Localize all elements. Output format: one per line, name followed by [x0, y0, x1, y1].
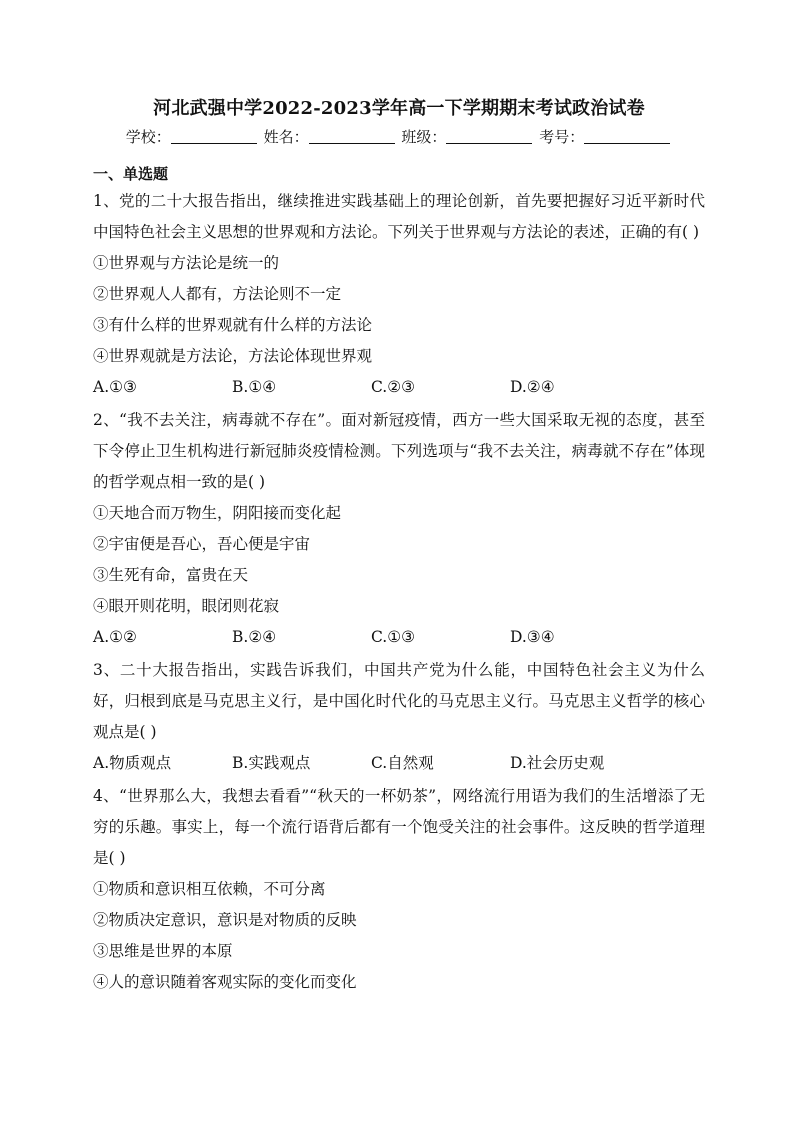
choice-d: D.社会历史观	[510, 754, 605, 772]
class-label: 班级：	[401, 128, 447, 146]
statement-item: ④世界观就是方法论，方法论体现世界观	[93, 347, 373, 365]
question-2	[93, 405, 705, 653]
choice-c: C.②③	[371, 378, 416, 396]
question-4	[93, 781, 705, 998]
question-stem: 4、“世界那么大，我想去看看”“秋天的一杯奶茶”，网络流行用语为我们的生活增添了无穷的乐趣。事实上，每一个流行语背后都有一个饱受关注的社会事件。这反映的哲学道理是( )	[93, 787, 705, 867]
statement-item: ④眼开则花明，眼闭则花寂	[93, 597, 280, 615]
statement-item: ②物质决定意识，意识是对物质的反映	[93, 911, 357, 929]
answer-choices	[93, 622, 705, 653]
answer-choices	[93, 748, 705, 779]
question-stem: 1、党的二十大报告指出，继续推进实践基础上的理论创新，首先要把握好习近平新时代中国特色社会主义思想的世界观和方法论。下列关于世界观与方法论的表述，正确的有( )	[93, 192, 705, 241]
exam-page	[93, 98, 705, 998]
statement-item: ④人的意识随着客观实际的变化而变化	[93, 973, 357, 991]
question-3	[93, 655, 705, 779]
name-field	[264, 126, 397, 148]
question-stem: 2、“我不去关注，病毒就不存在”。面对新冠疫情，西方一些大国采取无视的态度，甚至下令停止卫生机构进行新冠肺炎疫情检测。下列选项与“我不去关注，病毒就不存在”体现的哲学观点相一致的是( )	[93, 411, 705, 491]
choice-d: D.③④	[510, 628, 555, 646]
choice-c: C.①③	[371, 628, 416, 646]
exam-number-blank	[584, 128, 670, 144]
choice-b: B.②④	[232, 628, 277, 646]
name-blank	[309, 128, 395, 144]
class-blank	[446, 128, 532, 144]
choice-b: B.①④	[232, 378, 277, 396]
exam-number-field	[539, 126, 672, 148]
choice-c: C.自然观	[371, 754, 434, 772]
statement-item: ①世界观与方法论是统一的	[93, 254, 280, 272]
statement-item: ②宇宙便是吾心，吾心便是宇宙	[93, 535, 311, 553]
exam-title: 河北武强中学2022-2023学年高一下学期期末考试政治试卷	[153, 98, 645, 119]
statement-item: ③生死有命，富贵在天	[93, 566, 249, 584]
answer-choices	[93, 372, 705, 403]
exam-number-label: 考号：	[539, 128, 585, 146]
statement-item: ③有什么样的世界观就有什么样的方法论	[93, 316, 373, 334]
question-1	[93, 186, 705, 403]
choice-b: B.实践观点	[232, 754, 311, 772]
statement-item: ③思维是世界的本原	[93, 942, 233, 960]
statement-item: ②世界观人人都有，方法论则不一定	[93, 285, 342, 303]
class-field	[401, 126, 534, 148]
choice-a: A.①③	[93, 378, 137, 396]
school-blank	[171, 128, 257, 144]
statement-item: ①天地合而万物生，阴阳接而变化起	[93, 504, 342, 522]
choice-a: A.①②	[93, 628, 137, 646]
choice-d: D.②④	[510, 378, 555, 396]
school-label: 学校：	[125, 128, 171, 146]
student-info-line	[93, 126, 705, 148]
section-heading: 一、单选题	[93, 165, 169, 183]
name-label: 姓名：	[263, 128, 309, 146]
statement-item: ①物质和意识相互依赖，不可分离	[93, 880, 326, 898]
question-stem: 3、二十大报告指出，实践告诉我们，中国共产党为什么能，中国特色社会主义为什么好，归根到底是马克思主义行，是中国化时代化的马克思主义行。马克思主义哲学的核心观点是( )	[93, 661, 705, 741]
choice-a: A.物质观点	[93, 754, 172, 772]
school-field	[126, 126, 259, 148]
